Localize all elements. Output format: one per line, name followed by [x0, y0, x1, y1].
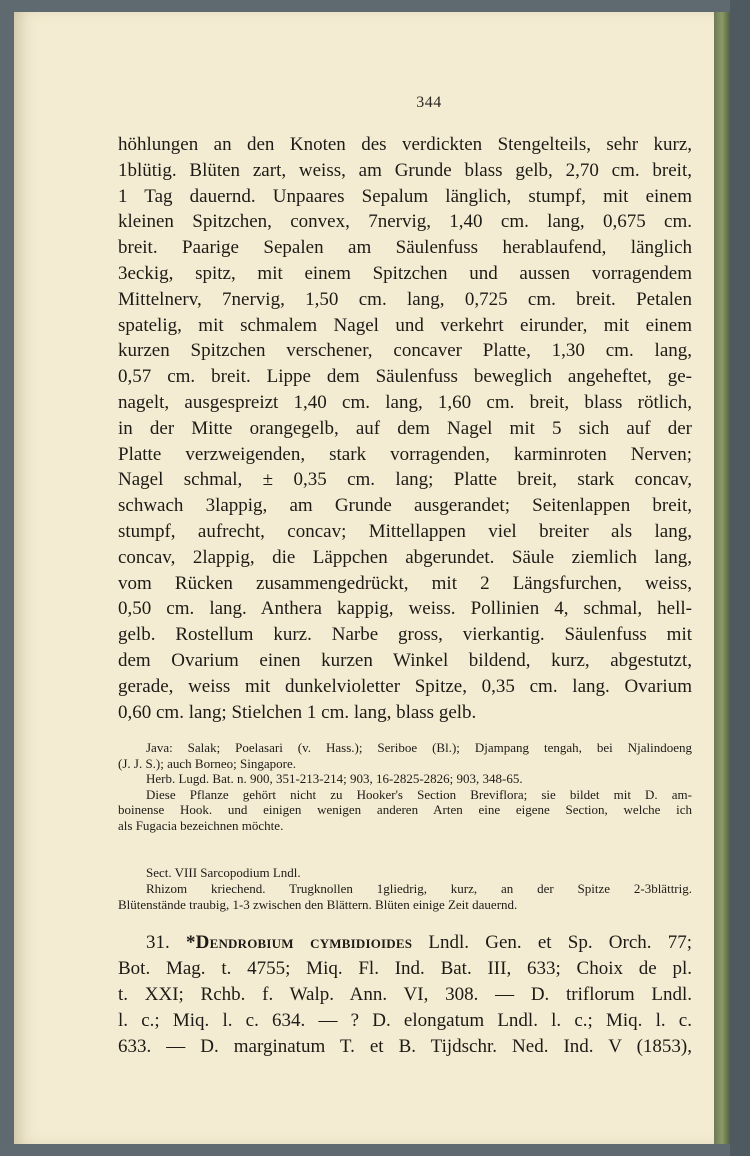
description-lines-line: in der Mitte orangegelb, auf dem Nagel mit 5 sich auf der	[118, 417, 692, 439]
species-citation-line: Bot. Mag. t. 4755; Miq. Fl. Ind. Bat. III, 633; Choix de pl.	[118, 958, 692, 980]
description-lines-line: höhlungen an den Knoten des verdickten Stengelteils, sehr kurz,	[118, 134, 692, 155]
species-entry-first-line	[118, 930, 692, 956]
species-name: *Dendrobium cymbidioides	[185, 932, 413, 954]
section-lines-line: Rhizom kriechend. Trugknollen 1gliedrig, kurz, an der Spitze 2-3blättrig.	[146, 881, 692, 897]
section-heading: Sect. VIII Sarcopodium Lndl.	[146, 865, 301, 881]
description-lines-line: kurzen Spitzchen verschener, concaver Platte, 1,30 cm. lang,	[118, 340, 692, 362]
species-citation-line: l. c.; Miq. l. c. 634. — ? D. elongatum Lndl. l. c.; Miq. l. c.	[118, 1009, 692, 1031]
section-description	[118, 881, 692, 912]
distribution-lines-line: (J. J. S.); auch Borneo; Singapore.	[118, 755, 297, 771]
species-entry	[118, 930, 692, 1059]
distribution-note	[118, 740, 692, 771]
description-lines-line: kleinen Spitzchen, convex, 7nervig, 1,40 cm. lang, 0,675 cm.	[118, 211, 692, 233]
description-lines-line: 0,57 cm. breit. Lippe dem Säulenfuss beweglich angeheftet, ge-	[118, 366, 692, 388]
description-lines-line: 0,60 cm. lang; Stielchen 1 cm. lang, blass gelb.	[118, 701, 477, 723]
taxonomic-note	[118, 787, 692, 834]
description-lines-line: 1blütig. Blüten zart, weiss, am Grunde blass gelb, 2,70 cm. breit,	[118, 159, 692, 181]
distribution-lines-line: Java: Salak; Poelasari (v. Hass.); Seriboe (Bl.); Djampang tengah, bei Njalindoeng	[146, 740, 692, 756]
herbarium-lines-line: Herb. Lugd. Bat. n. 900, 351-213-214; 903, 16-2825-2826; 903, 348-65.	[146, 771, 523, 787]
section-lines-line: Blütenstände traubig, 1-3 zwischen den Blättern. Blüten einige Zeit dauernd.	[118, 896, 518, 912]
description-lines-line: Nagel schmal, ± 0,35 cm. lang; Platte breit, stark concav,	[118, 469, 692, 491]
description-lines-line: Mittelnerv, 7nervig, 1,50 cm. lang, 0,725 cm. breit. Petalen	[118, 288, 692, 310]
description-lines-line: vom Rücken zusammengedrückt, mit 2 Längsfurchen, weiss,	[118, 572, 692, 594]
description-lines-line: schwach 3lappig, am Grunde ausgerandet; Seitenlappen breit,	[118, 495, 692, 517]
species-citation-line: t. XXI; Rchb. f. Walp. Ann. VI, 308. — D. triflorum Lndl.	[118, 983, 692, 1005]
note-lines-line: Diese Pflanze gehört nicht zu Hooker's Section Breviflora; sie bildet mit D. am-	[146, 786, 692, 802]
description-lines-line: breit. Paarige Sepalen am Säulenfuss herablaufend, länglich	[118, 237, 692, 259]
description-lines-line: gerade, weiss mit dunkelvioletter Spitze, 0,35 cm. lang. Ovarium	[118, 675, 692, 697]
description-lines-line: 1 Tag dauernd. Unpaares Sepalum länglich, stumpf, mit einem	[118, 185, 692, 207]
description-lines-line: dem Ovarium einen kurzen Winkel bildend, kurz, abgestutzt,	[118, 649, 692, 671]
description-lines-line: 0,50 cm. lang. Anthera kappig, weiss. Pollinien 4, schmal, hell-	[118, 598, 692, 620]
book-fore-edge	[730, 0, 750, 1156]
herbarium-reference	[118, 771, 692, 787]
description-lines-line: concav, 2lappig, die Läppchen abgerundet. Säule ziemlich lang,	[118, 546, 692, 568]
page-text	[118, 132, 692, 1059]
note-lines-line: als Fugacia bezeichnen möchte.	[118, 817, 284, 833]
species-citation-line: 633. — D. marginatum T. et B. Tijdschr. Ned. Ind. V (1853),	[118, 1035, 692, 1057]
description-lines-line: spatelig, mit schmalem Nagel und verkehrt eirunder, mit einem	[118, 314, 692, 336]
description-lines-line: stumpf, aufrecht, concav; Mittellappen viel breiter als lang,	[118, 520, 692, 542]
description-lines-line: 3eckig, spitz, mit einem Spitzchen und aussen vorragendem	[118, 262, 692, 284]
description-lines-line: gelb. Rostellum kurz. Narbe gross, vierkantig. Säulenfuss mit	[118, 624, 692, 646]
page-edge-strip	[714, 12, 730, 1144]
note-lines-line: boinense Hook. und einigen wenigen anderen Arten eine eigene Section, welche ich	[118, 802, 692, 818]
species-description	[118, 132, 692, 725]
description-lines-line: nagelt, ausgespreizt 1,40 cm. lang, 1,60 cm. breit, blass rötlich,	[118, 391, 692, 413]
species-citation-start: Lndl. Gen. et Sp. Orch. 77;	[412, 932, 692, 954]
description-lines-line: Platte verzweigenden, stark vorragenden, karminroten Nerven;	[118, 443, 692, 465]
book-page	[14, 12, 714, 1144]
species-number: 31.	[146, 932, 170, 954]
page-number: 344	[416, 94, 442, 111]
